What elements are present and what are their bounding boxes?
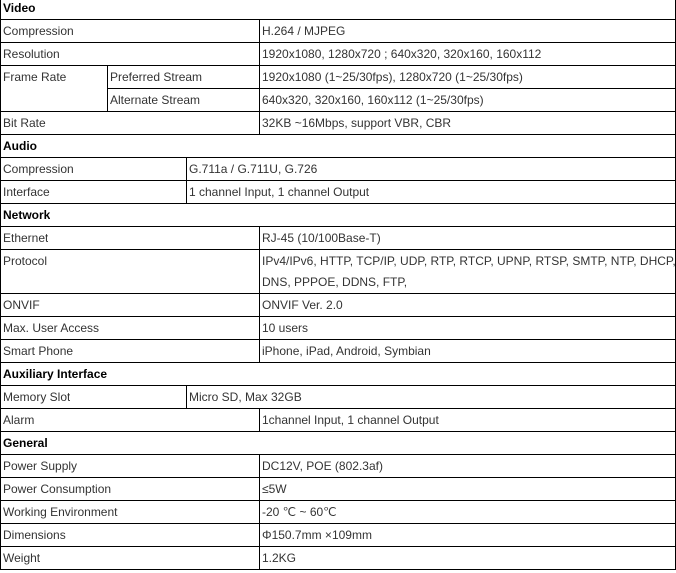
label-video-compression: Compression bbox=[3, 24, 74, 38]
value-smart-phone: iPhone, iPad, Android, Symbian bbox=[262, 344, 431, 358]
label-audio-interface: Interface bbox=[3, 185, 50, 199]
value-video-compression: H.264 / MJPEG bbox=[262, 24, 346, 38]
label-protocol: Protocol bbox=[3, 254, 48, 268]
section-heading-network: Network bbox=[3, 208, 51, 222]
label-power-supply: Power Supply bbox=[3, 459, 78, 473]
label-frame-rate: Frame Rate bbox=[3, 70, 67, 84]
value-protocol-line-2: DNS, PPPOE, DDNS, FTP, bbox=[262, 275, 408, 289]
label-dimensions: Dimensions bbox=[3, 528, 66, 542]
label-power-consumption: Power Consumption bbox=[3, 482, 112, 496]
value-bit-rate: 32KB ~16Mbps, support VBR, CBR bbox=[262, 116, 452, 130]
section-heading-general: General bbox=[3, 436, 48, 450]
value-protocol-line-1: IPv4/IPv6, HTTP, TCP/IP, UDP, RTP, RTCP, UPNP, RTSP, SMTP, NTP, DHCP, bbox=[262, 254, 676, 268]
row-divider bbox=[0, 569, 676, 570]
value-memory-slot: Micro SD, Max 32GB bbox=[189, 390, 302, 404]
section-heading-video: Video bbox=[3, 1, 36, 15]
label-onvif: ONVIF bbox=[3, 298, 40, 312]
label-smart-phone: Smart Phone bbox=[3, 344, 74, 358]
value-dimensions: Φ150.7mm ×109mm bbox=[262, 528, 372, 542]
label-audio-compression: Compression bbox=[3, 162, 74, 176]
value-audio-compression: G.711a / G.711U, G.726 bbox=[189, 162, 318, 176]
label-resolution: Resolution bbox=[3, 47, 60, 61]
value-audio-interface: 1 channel Input, 1 channel Output bbox=[189, 185, 370, 199]
row-divider bbox=[0, 157, 676, 158]
label-ethernet: Ethernet bbox=[3, 231, 49, 245]
value-weight: 1.2KG bbox=[262, 551, 297, 565]
value-alarm: 1channel Input, 1 channel Output bbox=[262, 413, 439, 427]
label-alternate-stream: Alternate Stream bbox=[110, 93, 201, 107]
value-working-environment: -20 ℃ ~ 60℃ bbox=[262, 505, 337, 519]
label-preferred-stream: Preferred Stream bbox=[110, 70, 203, 84]
value-ethernet: RJ-45 (10/100Base-T) bbox=[262, 231, 381, 245]
value-power-supply: DC12V, POE (802.3af) bbox=[262, 459, 383, 473]
label-max-user-access: Max. User Access bbox=[3, 321, 100, 335]
value-resolution: 1920x1080, 1280x720 ; 640x320, 320x160, 160x112 bbox=[262, 47, 542, 61]
label-bit-rate: Bit Rate bbox=[3, 116, 46, 130]
label-working-environment: Working Environment bbox=[3, 505, 118, 519]
section-heading-auxiliary-interface: Auxiliary Interface bbox=[3, 367, 108, 381]
section-heading-audio: Audio bbox=[3, 139, 37, 153]
value-power-consumption: ≤5W bbox=[262, 482, 287, 496]
label-alarm: Alarm bbox=[3, 413, 35, 427]
label-weight: Weight bbox=[3, 551, 41, 565]
value-onvif: ONVIF Ver. 2.0 bbox=[262, 298, 343, 312]
value-preferred-stream: 1920x1080 (1~25/30fps), 1280x720 (1~25/30fps) bbox=[262, 70, 523, 84]
label-memory-slot: Memory Slot bbox=[3, 390, 71, 404]
value-max-user-access: 10 users bbox=[262, 321, 309, 335]
value-alternate-stream: 640x320, 320x160, 160x112 (1~25/30fps) bbox=[262, 93, 484, 107]
